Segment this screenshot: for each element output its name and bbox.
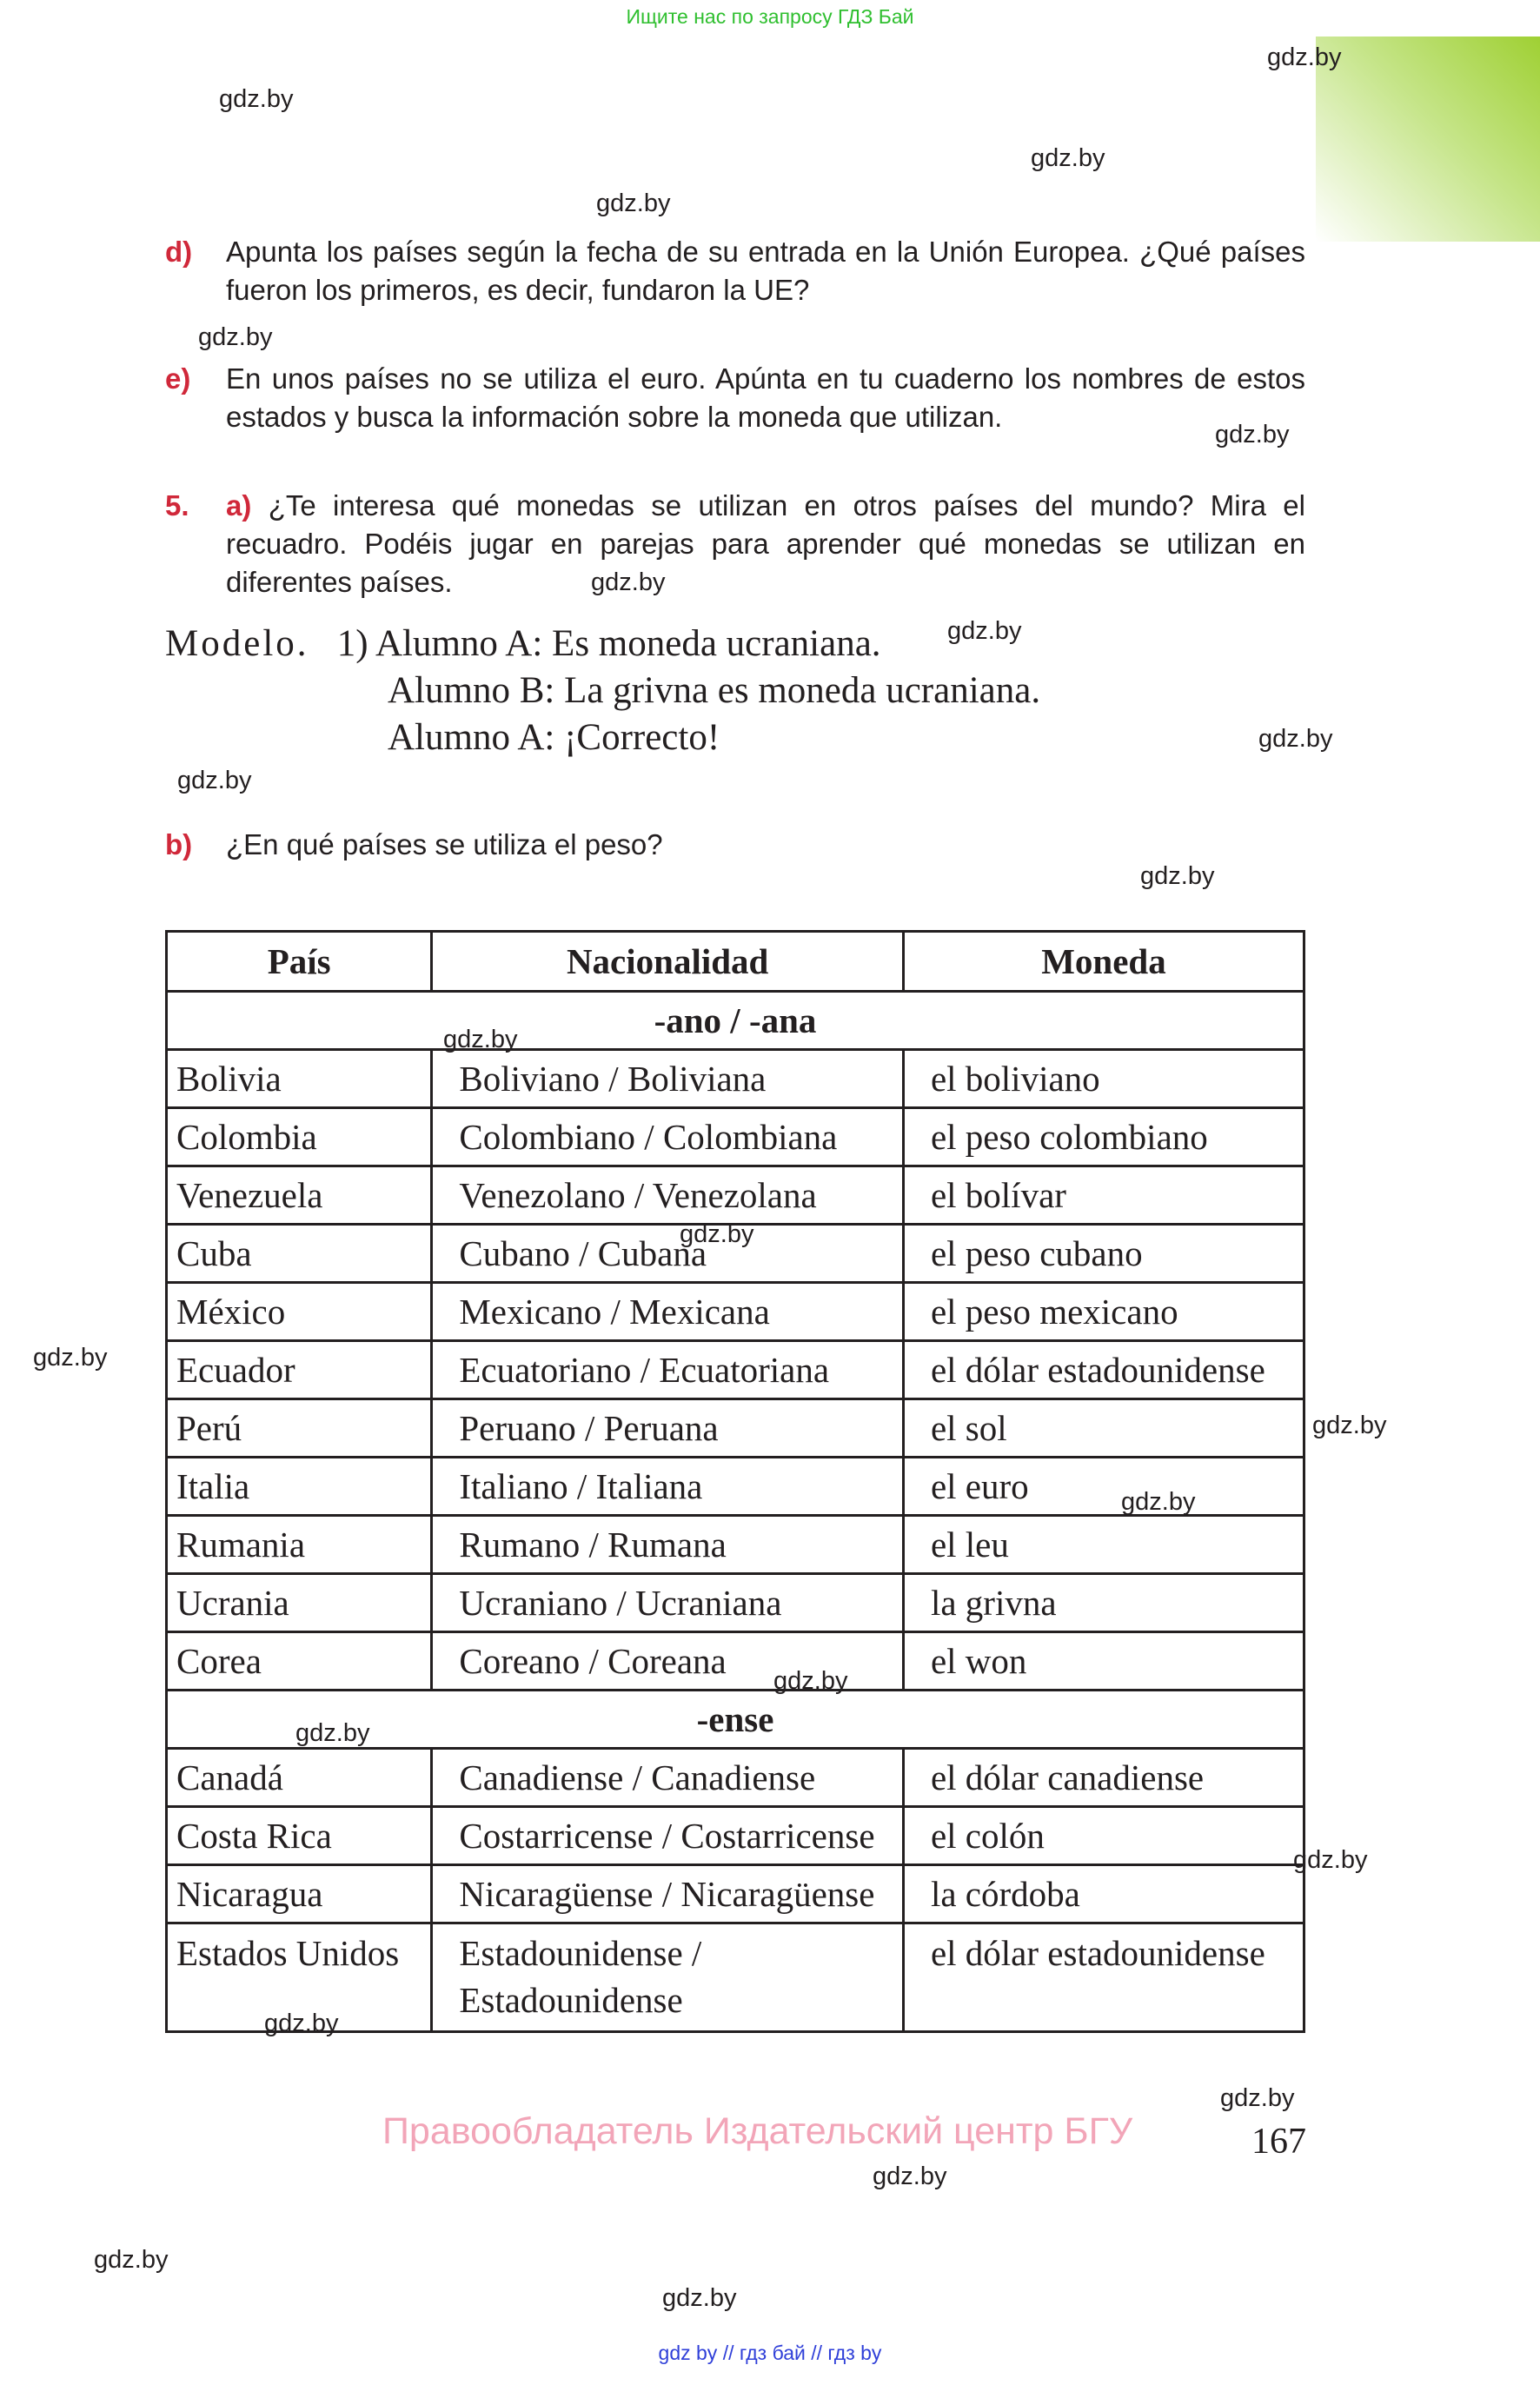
watermark: gdz.by [295, 1719, 370, 1747]
cell-nacionalidad: Venezolano / Venezolana [432, 1166, 904, 1225]
watermark: gdz.by [94, 2246, 169, 2274]
watermark: gdz.by [1215, 421, 1290, 448]
cell-nacionalidad: Peruano / Peruana [432, 1399, 904, 1458]
cell-moneda: el dólar canadiense [903, 1749, 1304, 1807]
watermark: gdz.by [680, 1220, 754, 1248]
currency-table [165, 930, 1305, 2033]
table-header-row [167, 932, 1304, 992]
item-e [165, 360, 1305, 436]
cell-nacionalidad: Mexicano / Mexicana [432, 1283, 904, 1341]
item-d [165, 233, 1305, 309]
watermark: gdz.by [591, 568, 666, 596]
cell-nacionalidad: Estadounidense / Estadounidense [432, 1923, 904, 2032]
watermark: gdz.by [773, 1667, 848, 1695]
table-row [167, 1341, 1304, 1399]
cell-pais: Ecuador [167, 1341, 432, 1399]
modelo-line: 1) Alumno A: Es moneda ucraniana. [336, 623, 881, 664]
header-nacionalidad: Nacionalidad [432, 932, 904, 992]
exercise-number: 5. [165, 489, 189, 522]
cell-pais: Corea [167, 1632, 432, 1691]
cell-pais: Canadá [167, 1749, 432, 1807]
modelo-line: Alumno B: La grivna es moneda ucraniana. [388, 670, 1041, 711]
header-moneda: Moneda [903, 932, 1304, 992]
item-b-label: b) [165, 828, 193, 860]
item-d-text: Apunta los países según la fecha de su entrada en la Unión Europea. ¿Qué países fueron los primeros, es decir, fundaron la UE? [226, 236, 1305, 306]
cell-nacionalidad: Boliviano / Boliviana [432, 1050, 904, 1108]
cell-pais: Bolivia [167, 1050, 432, 1108]
watermark: gdz.by [1258, 725, 1333, 753]
cell-pais: México [167, 1283, 432, 1341]
table-row [167, 1399, 1304, 1458]
cell-moneda: el euro [903, 1458, 1304, 1516]
cell-moneda: el won [903, 1632, 1304, 1691]
watermark: gdz.by [264, 2010, 339, 2037]
cell-moneda: el peso mexicano [903, 1283, 1304, 1341]
cell-pais: Ucrania [167, 1574, 432, 1632]
cell-moneda: la grivna [903, 1574, 1304, 1632]
cell-pais: Colombia [167, 1108, 432, 1166]
watermark: gdz.by [662, 2284, 737, 2312]
watermark: gdz.by [1293, 1846, 1368, 1874]
cell-moneda: el peso cubano [903, 1225, 1304, 1283]
exercise-5a-text: ¿Te interesa qué monedas se utilizan en otros países del mundo? Mira el recuadro. Podéis jugar en parejas para aprender qué monedas se utilizan en diferentes países. [226, 489, 1305, 598]
item-b [165, 826, 1305, 864]
watermark: gdz.by [219, 85, 294, 113]
header-pais: País [167, 932, 432, 992]
cell-nacionalidad: Cubano / Cubana [432, 1225, 904, 1283]
group-title: -ano / -ana [167, 992, 1304, 1050]
table-row [167, 1108, 1304, 1166]
table-row [167, 1050, 1304, 1108]
cell-moneda: el boliviano [903, 1050, 1304, 1108]
watermark: gdz.by [873, 2162, 947, 2190]
cell-nacionalidad: Colombiano / Colombiana [432, 1108, 904, 1166]
item-d-label: d) [165, 236, 193, 268]
modelo-lead: Modelo. [165, 623, 309, 664]
table-row [167, 1574, 1304, 1632]
cell-nacionalidad: Canadiense / Canadiense [432, 1749, 904, 1807]
cell-moneda: el sol [903, 1399, 1304, 1458]
cell-nacionalidad: Ecuatoriano / Ecuatoriana [432, 1341, 904, 1399]
cell-pais: Estados Unidos [167, 1923, 432, 2032]
group-title: -ense [167, 1691, 1304, 1749]
cell-moneda: la córdoba [903, 1865, 1304, 1923]
watermark: gdz.by [947, 617, 1022, 645]
watermark: gdz.by [198, 323, 273, 351]
cell-pais: Venezuela [167, 1166, 432, 1225]
watermark: gdz.by [1121, 1488, 1196, 1516]
watermark: gdz.by [1312, 1412, 1387, 1439]
watermark: gdz.by [1220, 2084, 1295, 2112]
cell-nacionalidad: Ucraniano / Ucraniana [432, 1574, 904, 1632]
watermark: gdz.by [33, 1344, 108, 1372]
cell-nacionalidad: Coreano / Coreana [432, 1632, 904, 1691]
cell-pais: Nicaragua [167, 1865, 432, 1923]
copyright-holder: Правообладатель Издательский центр БГУ [382, 2110, 1133, 2152]
watermark: gdz.by [1031, 144, 1105, 172]
exercise-5a-label: a) [226, 489, 252, 522]
bottom-links[interactable]: gdz by // гдз бай // гдз by [658, 2342, 882, 2364]
cell-pais: Costa Rica [167, 1807, 432, 1865]
watermark: gdz.by [177, 767, 252, 794]
modelo-line: Alumno A: ¡Correcto! [388, 717, 720, 758]
page-number: 167 [1251, 2122, 1306, 2162]
table-row [167, 1516, 1304, 1574]
cell-moneda: el dólar estadounidense [903, 1341, 1304, 1399]
table-row [167, 1865, 1304, 1923]
cell-moneda: el bolívar [903, 1166, 1304, 1225]
table-row [167, 1283, 1304, 1341]
cell-moneda: el colón [903, 1807, 1304, 1865]
cell-moneda: el peso colombiano [903, 1108, 1304, 1166]
cell-pais: Perú [167, 1399, 432, 1458]
table-row [167, 1749, 1304, 1807]
cell-nacionalidad: Costarricense / Costarricense [432, 1807, 904, 1865]
cell-moneda: el leu [903, 1516, 1304, 1574]
cell-pais: Rumania [167, 1516, 432, 1574]
cell-nacionalidad: Nicaragüense / Nicaragüense [432, 1865, 904, 1923]
exercise-5 [165, 487, 1305, 601]
watermark: gdz.by [1140, 862, 1215, 890]
item-e-label: e) [165, 362, 191, 395]
cell-pais: Italia [167, 1458, 432, 1516]
watermark: gdz.by [1267, 43, 1342, 71]
cell-nacionalidad: Italiano / Italiana [432, 1458, 904, 1516]
corner-decoration [1316, 37, 1540, 242]
watermark: gdz.by [443, 1026, 518, 1053]
group-row [167, 992, 1304, 1050]
table-row [167, 1166, 1304, 1225]
item-b-text: ¿En qué países se utiliza el peso? [226, 828, 663, 860]
modelo-block [165, 621, 1040, 761]
table-row [167, 1632, 1304, 1691]
table-row [167, 1807, 1304, 1865]
top-banner-link[interactable]: Ищите нас по запросу ГДЗ Бай [626, 5, 914, 28]
cell-nacionalidad: Rumano / Rumana [432, 1516, 904, 1574]
cell-moneda: el dólar estadounidense [903, 1923, 1304, 2032]
cell-pais: Cuba [167, 1225, 432, 1283]
item-e-text: En unos países no se utiliza el euro. Apúnta en tu cuaderno los nombres de estos estados y busca la información sobre la moneda que utilizan. [226, 362, 1305, 433]
watermark: gdz.by [596, 189, 671, 217]
